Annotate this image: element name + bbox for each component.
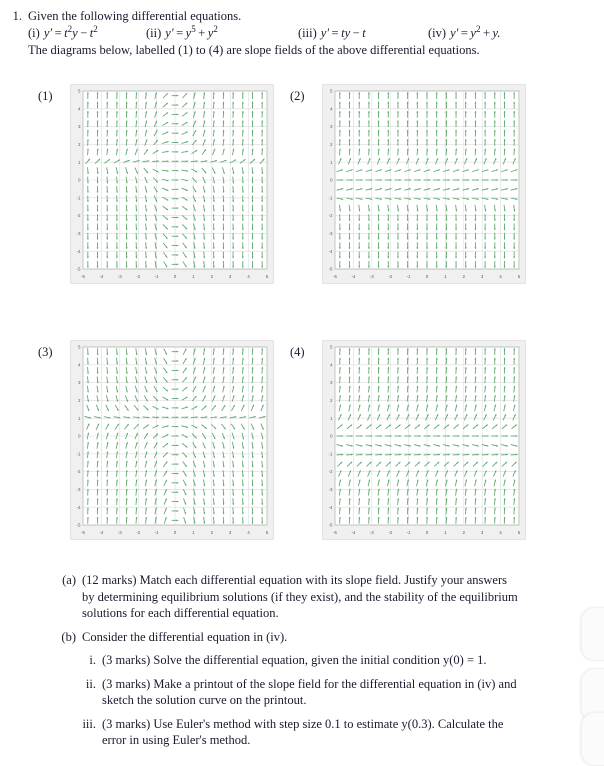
svg-text:4: 4 bbox=[78, 362, 81, 367]
svg-text:2: 2 bbox=[78, 398, 81, 403]
svg-text:-3: -3 bbox=[118, 274, 122, 279]
slope-field-plot-3[interactable] bbox=[70, 340, 274, 540]
slope-field-plot-2[interactable] bbox=[322, 84, 526, 284]
svg-text:-5: -5 bbox=[77, 267, 81, 272]
slope-field-plot-4[interactable] bbox=[322, 340, 526, 540]
part-a-line-3: solutions for each differential equation. bbox=[82, 605, 596, 622]
svg-text:5: 5 bbox=[78, 89, 81, 94]
part-b-line-1: Consider the differential equation in (iv). bbox=[82, 629, 596, 646]
svg-text:-2: -2 bbox=[388, 530, 392, 535]
part-b-ii bbox=[0, 676, 604, 709]
slope-field-svg bbox=[71, 341, 273, 539]
plot-row-bottom bbox=[0, 340, 604, 555]
svg-text:-5: -5 bbox=[329, 267, 333, 272]
svg-text:-4: -4 bbox=[77, 505, 81, 510]
equation-math-ii: $y' = y^5 + y^2$ bbox=[165, 26, 218, 40]
slope-field-svg bbox=[71, 85, 273, 283]
slope-field-plot-1[interactable] bbox=[70, 84, 274, 284]
svg-text:0: 0 bbox=[426, 530, 429, 535]
part-b-tag: (b) bbox=[0, 629, 82, 646]
svg-text:2: 2 bbox=[78, 142, 81, 147]
svg-text:-3: -3 bbox=[370, 530, 374, 535]
svg-text:2: 2 bbox=[463, 530, 466, 535]
part-b-i-tag: i. bbox=[0, 652, 102, 669]
part-b-iii-text bbox=[102, 716, 604, 749]
part-b-i-text bbox=[102, 652, 604, 669]
svg-text:5: 5 bbox=[78, 345, 81, 350]
plot-label-2: (2) bbox=[290, 89, 305, 104]
svg-text:-3: -3 bbox=[329, 487, 333, 492]
plot-row-top bbox=[0, 84, 604, 299]
page-edge-artifact-1 bbox=[581, 607, 604, 661]
svg-text:-1: -1 bbox=[155, 274, 159, 279]
part-b-iii-line-2: error in using Euler's method. bbox=[102, 732, 596, 749]
part-a bbox=[0, 572, 604, 622]
question-block bbox=[0, 8, 604, 59]
equation-math-iii: y′ = ty − t bbox=[321, 26, 366, 40]
question-body bbox=[28, 8, 604, 59]
svg-text:-2: -2 bbox=[329, 213, 333, 218]
svg-text:4: 4 bbox=[499, 274, 502, 279]
svg-text:3: 3 bbox=[229, 530, 232, 535]
part-b-iii bbox=[0, 716, 604, 749]
part-b-ii-text bbox=[102, 676, 604, 709]
equation-list bbox=[28, 25, 604, 42]
equation-math-iv: $y' = y^2 + y$. bbox=[450, 26, 500, 40]
svg-text:5: 5 bbox=[330, 89, 333, 94]
slope-field-svg bbox=[323, 341, 525, 539]
equation-item-iii bbox=[298, 25, 428, 42]
svg-text:-5: -5 bbox=[81, 274, 85, 279]
svg-text:4: 4 bbox=[247, 530, 250, 535]
svg-text:-4: -4 bbox=[77, 249, 81, 254]
svg-text:-4: -4 bbox=[329, 505, 333, 510]
part-b-iii-tag: iii. bbox=[0, 716, 102, 733]
question-stem-text: Given the following differential equations. bbox=[28, 8, 604, 25]
equation-tag-iii: (iii) bbox=[298, 26, 317, 40]
svg-text:-2: -2 bbox=[136, 274, 140, 279]
plot-label-1: (1) bbox=[38, 89, 53, 104]
svg-text:5: 5 bbox=[266, 530, 269, 535]
part-b-i-line-1: (3 marks) Solve the differential equation, given the initial condition y(0) = 1. bbox=[102, 652, 596, 669]
svg-text:2: 2 bbox=[330, 398, 333, 403]
svg-text:-2: -2 bbox=[77, 213, 81, 218]
svg-text:-2: -2 bbox=[77, 469, 81, 474]
svg-text:-4: -4 bbox=[100, 274, 104, 279]
svg-text:-3: -3 bbox=[77, 231, 81, 236]
svg-text:0: 0 bbox=[330, 434, 333, 439]
svg-text:3: 3 bbox=[78, 380, 81, 385]
svg-text:-5: -5 bbox=[333, 530, 337, 535]
svg-text:2: 2 bbox=[211, 530, 214, 535]
svg-text:-4: -4 bbox=[352, 530, 356, 535]
part-b-ii-line-2: sketch the solution curve on the printout. bbox=[102, 692, 596, 709]
svg-text:2: 2 bbox=[330, 142, 333, 147]
svg-text:-1: -1 bbox=[155, 530, 159, 535]
svg-text:3: 3 bbox=[229, 274, 232, 279]
svg-text:4: 4 bbox=[499, 530, 502, 535]
svg-text:3: 3 bbox=[481, 274, 484, 279]
svg-text:4: 4 bbox=[78, 106, 81, 111]
svg-text:5: 5 bbox=[330, 345, 333, 350]
question-caption: The diagrams below, labelled (1) to (4) are slope fields of the above differential equations. bbox=[28, 42, 604, 59]
part-a-line-2: by determining equilibrium solutions (if they exist), and the stability of the equilibrium bbox=[82, 589, 596, 606]
svg-text:5: 5 bbox=[266, 274, 269, 279]
svg-text:-4: -4 bbox=[100, 530, 104, 535]
part-b-iii-line-1: (3 marks) Use Euler's method with step size 0.1 to estimate y(0.3). Calculate the bbox=[102, 716, 596, 733]
question-number: 1. bbox=[0, 8, 28, 25]
svg-text:2: 2 bbox=[211, 274, 214, 279]
part-a-tag: (a) bbox=[0, 572, 82, 589]
slope-field-svg bbox=[323, 85, 525, 283]
question-parts bbox=[0, 572, 604, 756]
svg-text:-1: -1 bbox=[77, 195, 81, 200]
svg-text:1: 1 bbox=[444, 530, 447, 535]
svg-text:1: 1 bbox=[192, 274, 195, 279]
svg-text:0: 0 bbox=[330, 178, 333, 183]
svg-text:3: 3 bbox=[78, 124, 81, 129]
equation-tag-iv: (iv) bbox=[428, 26, 446, 40]
svg-text:-1: -1 bbox=[329, 451, 333, 456]
svg-text:-1: -1 bbox=[329, 195, 333, 200]
svg-text:-2: -2 bbox=[136, 530, 140, 535]
equation-math-i: $y' = t^2y - t^2$ bbox=[44, 26, 98, 40]
svg-text:1: 1 bbox=[444, 274, 447, 279]
svg-text:-4: -4 bbox=[329, 249, 333, 254]
equation-item-iv bbox=[428, 25, 501, 42]
svg-text:-5: -5 bbox=[333, 274, 337, 279]
page-edge-artifact-3 bbox=[581, 712, 604, 766]
svg-text:0: 0 bbox=[174, 274, 177, 279]
part-b-ii-line-1: (3 marks) Make a printout of the slope field for the differential equation in (iv) and bbox=[102, 676, 596, 693]
svg-text:5: 5 bbox=[518, 530, 521, 535]
svg-text:5: 5 bbox=[518, 274, 521, 279]
svg-text:-1: -1 bbox=[407, 274, 411, 279]
svg-text:4: 4 bbox=[330, 362, 333, 367]
part-a-line-1: (12 marks) Match each differential equation with its slope field. Justify your answers bbox=[82, 572, 596, 589]
svg-text:3: 3 bbox=[330, 380, 333, 385]
part-a-text bbox=[82, 572, 604, 622]
svg-text:-1: -1 bbox=[407, 530, 411, 535]
question-stem-row bbox=[0, 8, 604, 59]
equation-item-ii bbox=[146, 25, 298, 42]
svg-text:4: 4 bbox=[330, 106, 333, 111]
svg-text:3: 3 bbox=[481, 530, 484, 535]
svg-text:-5: -5 bbox=[81, 530, 85, 535]
plot-label-4: (4) bbox=[290, 345, 305, 360]
svg-text:-4: -4 bbox=[352, 274, 356, 279]
svg-text:-3: -3 bbox=[370, 274, 374, 279]
svg-text:-3: -3 bbox=[118, 530, 122, 535]
svg-text:1: 1 bbox=[78, 160, 81, 165]
svg-text:4: 4 bbox=[247, 274, 250, 279]
svg-text:-2: -2 bbox=[329, 469, 333, 474]
equation-item-i bbox=[28, 25, 146, 42]
svg-text:1: 1 bbox=[192, 530, 195, 535]
svg-text:-3: -3 bbox=[77, 487, 81, 492]
svg-text:0: 0 bbox=[426, 274, 429, 279]
svg-text:-3: -3 bbox=[329, 231, 333, 236]
part-b-ii-tag: ii. bbox=[0, 676, 102, 693]
svg-text:3: 3 bbox=[330, 124, 333, 129]
svg-text:-5: -5 bbox=[77, 523, 81, 528]
svg-text:-2: -2 bbox=[388, 274, 392, 279]
svg-text:0: 0 bbox=[174, 530, 177, 535]
part-b-text bbox=[82, 629, 604, 646]
equation-tag-i: (i) bbox=[28, 26, 40, 40]
equation-tag-ii: (ii) bbox=[146, 26, 161, 40]
svg-text:1: 1 bbox=[330, 160, 333, 165]
svg-text:1: 1 bbox=[78, 416, 81, 421]
plot-label-3: (3) bbox=[38, 345, 53, 360]
svg-text:2: 2 bbox=[463, 274, 466, 279]
svg-text:0: 0 bbox=[78, 178, 81, 183]
part-b bbox=[0, 629, 604, 646]
svg-text:0: 0 bbox=[78, 434, 81, 439]
svg-text:-1: -1 bbox=[77, 451, 81, 456]
svg-text:-5: -5 bbox=[329, 523, 333, 528]
part-b-i bbox=[0, 652, 604, 669]
svg-text:1: 1 bbox=[330, 416, 333, 421]
